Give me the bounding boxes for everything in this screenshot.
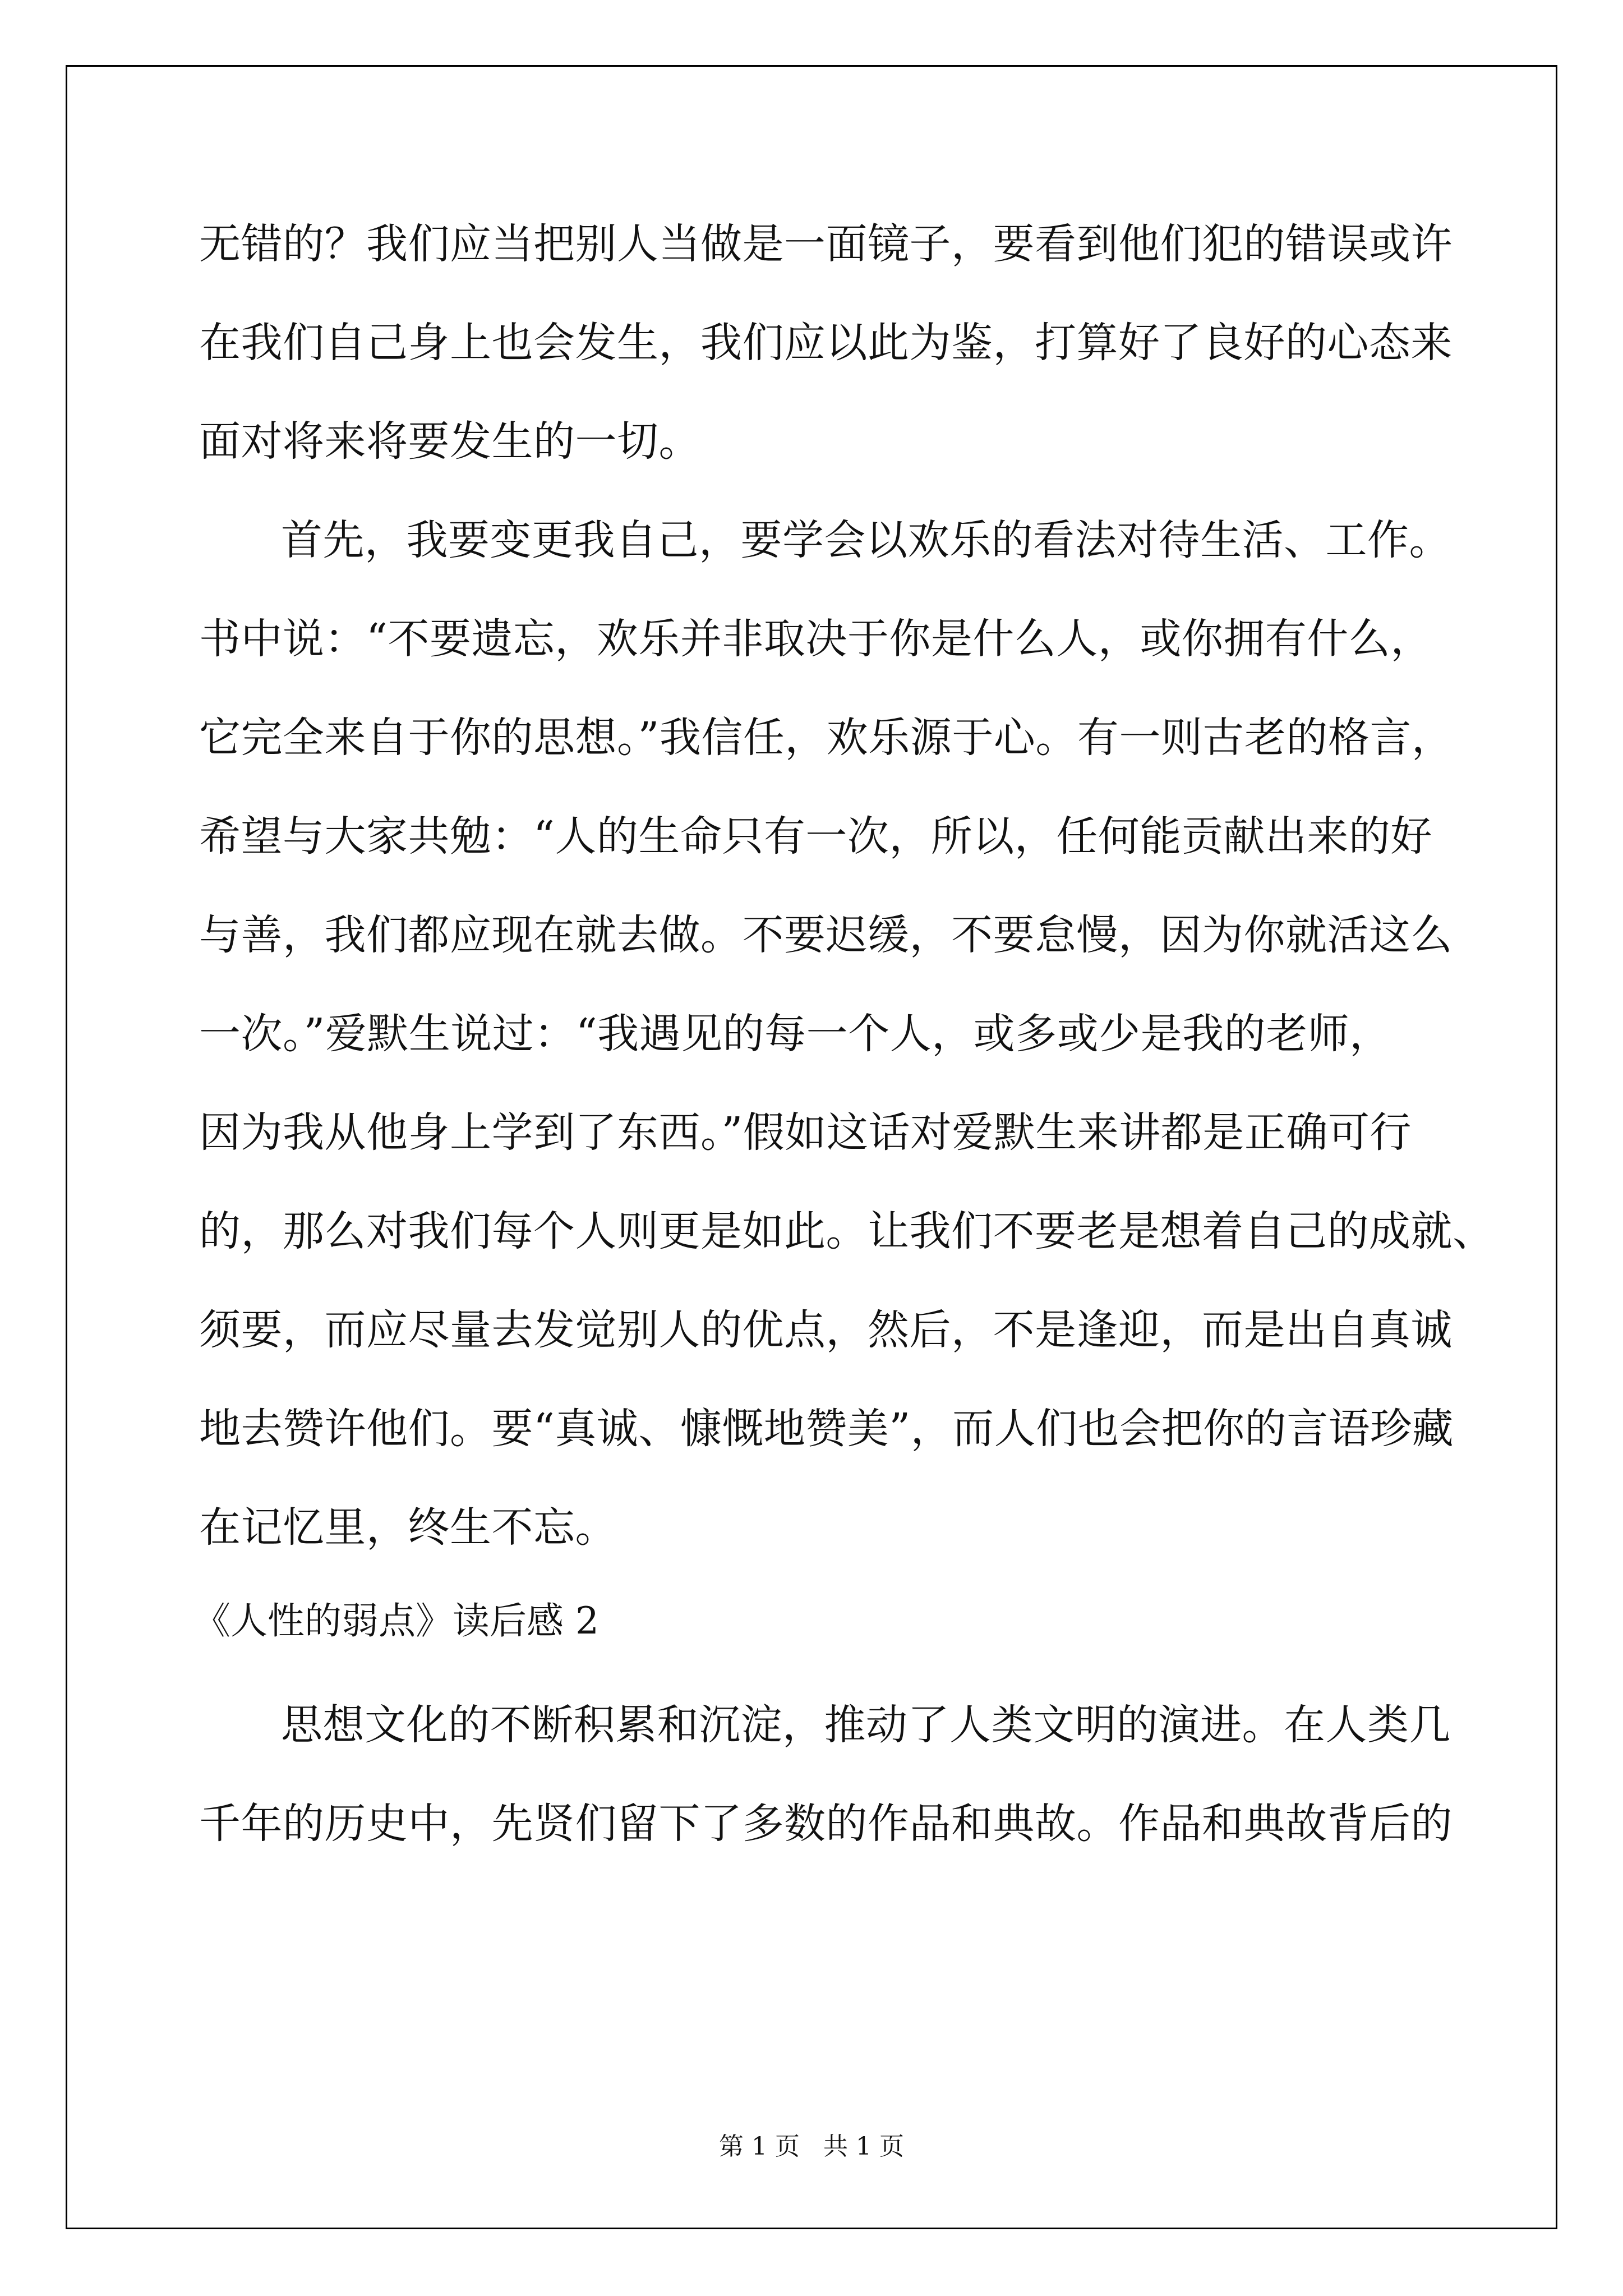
text-line: 它完全来自于你的思想。”我信任，欢乐源于心。有一则古老的格言， [199,714,1454,762]
text-line: 思想文化的不断积累和沉淀，推动了人类文明的演进。在人类几 [281,1701,1451,1749]
text-line: 面对将来将要发生的一切。 [199,417,700,466]
text-line: 首先，我要变更我自己，要学会以欢乐的看法对待生活、工作。 [281,516,1451,564]
text-line: 因为我从他身上学到了东西。”假如这话对爱默生来讲都是正确可行 [199,1108,1412,1157]
text-line: 与善，我们都应现在就去做。不要迟缓，不要怠慢，因为你就活这么 [199,911,1453,959]
text-line: 书中说：“不要遗忘，欢乐并非取决于你是什么人，或你拥有什么， [199,615,1432,663]
text-line: 在我们自己身上也会发生，我们应以此为鉴，打算好了良好的心态来 [199,319,1453,367]
text-line: 在记忆里，终生不忘。 [199,1503,617,1552]
text-line: 的，那么对我们每个人则更是如此。让我们不要老是想着自己的成就、 [199,1207,1495,1255]
text-line: 须要，而应尽量去发觉别人的优点，然后，不是逢迎，而是出自真诚 [199,1306,1453,1354]
text-line: 一次。”爱默生说过：“我遇见的每一个人，或多或少是我的老师， [199,1010,1391,1058]
text-line: 地去赞许他们。要“真诚、慷慨地赞美”，而人们也会把你的言语珍藏 [199,1405,1454,1453]
text-line: 千年的历史中，先贤们留下了多数的作品和典故。作品和典故背后的 [199,1800,1453,1848]
text-line: 无错的？我们应当把别人当做是一面镜子，要看到他们犯的错误或许 [199,220,1453,268]
text-line: 希望与大家共勉：“人的生命只有一次，所以，任何能贡献出来的好 [199,812,1432,861]
section-heading: 《人性的弱点》读后感 2 [193,1599,599,1642]
page-footer: 第 1 页 共 1 页 [719,2132,904,2161]
